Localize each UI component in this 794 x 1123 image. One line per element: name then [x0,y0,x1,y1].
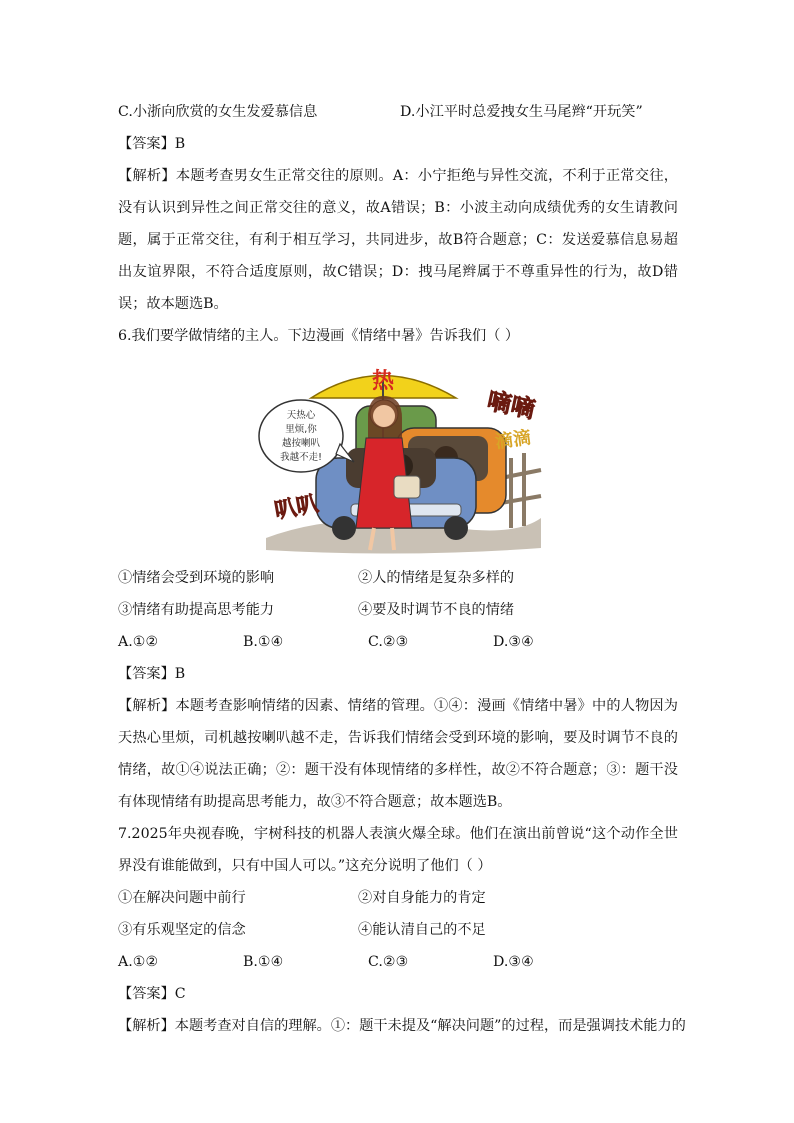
q5-answer: 【答案】B [118,136,186,152]
q6-statements-row-2 [118,594,678,626]
q6-statement-1: ①情绪会受到环境的影响 [118,570,275,586]
bubble-line-2: 里烦,你 [285,424,317,435]
q6-statement-3: ③情绪有助提高思考能力 [118,602,275,618]
q6-options [118,626,678,658]
q7-statement-2: ②对自身能力的肯定 [358,890,486,906]
sound-effect-2: 滴滴 [493,427,533,453]
sound-effect-1: 嘀嘀 [484,386,538,424]
bubble-line-4: 我越不走! [280,452,322,463]
q6-statement-2: ②人的情绪是复杂多样的 [358,570,515,586]
document-page [118,96,686,1042]
q6-option-b: B.①④ [243,634,284,650]
q5-options-cd [118,96,678,128]
q6-answer: 【答案】B [118,666,186,682]
q7-options [118,946,678,978]
q7-statement-3: ③有乐观坚定的信念 [118,922,246,938]
q7-answer: 【答案】C [118,986,186,1002]
umbrella-text: 热 [371,369,395,394]
q6-option-d: D.③④ [493,634,534,650]
q5-analysis: 【解析】本题考查男女生正常交往的原则。A：小宁拒绝与异性交流，不利于正常交往，没有认识到异性之间正常交往的意义，故A错误；B：小波主动向成绩优秀的女生请教问题，属于正常交往，有利于相互学习，共同进步，故B符合题意；C：发送爱慕信息易超出友谊界限，不符合适度原则，故C错误；D：拽马尾辫属于不尊重异性的行为，故D错误；故本题选B。 [118,168,678,312]
bubble-line-1: 天热心 [286,410,316,421]
cartoon-illustration [256,358,546,558]
q5-option-c: C.小浙向欣赏的女生发爱慕信息 [118,104,318,120]
q5-option-d: D.小江平时总爱拽女生马尾辫“开玩笑” [400,104,643,120]
q6-option-a: A.①② [118,634,159,650]
q7-option-c: C.②③ [368,954,409,970]
cartoon-figure [256,358,546,558]
q7-option-a: A.①② [118,954,159,970]
sound-effect-3: 叭叭 [272,491,321,524]
q6-statements-row-1 [118,562,678,594]
q7-statements-row-1 [118,882,678,914]
q6-statement-4: ④要及时调节不良的情绪 [358,602,515,618]
q7-statement-4: ④能认清自己的不足 [358,922,486,938]
q6-option-c: C.②③ [368,634,409,650]
q6-analysis: 【解析】本题考查影响情绪的因素、情绪的管理。①④：漫画《情绪中暑》中的人物因为天热心里烦，司机越按喇叭越不走，告诉我们情绪会受到环境的影响，要及时调节不良的情绪，故①④说法正确；②：题干没有体现情绪的多样性，故②不符合题意；③：题干没有体现情绪有助提高思考能力，故③不符合题意；故本题选B。 [118,698,678,810]
q7-option-b: B.①④ [243,954,284,970]
bubble-line-3: 越按喇叭 [281,438,321,449]
q7-analysis: 【解析】本题考查对自信的理解。①：题干未提及“解决问题”的过程，而是强调技术能力的 [118,1018,686,1034]
q7-statements-row-2 [118,914,678,946]
q6-stem: 6.我们要学做情绪的主人。下边漫画《情绪中暑》告诉我们（ ） [118,328,520,344]
q7-option-d: D.③④ [493,954,534,970]
q7-statement-1: ①在解决问题中前行 [118,890,246,906]
q7-stem: 7.2025年央视春晚，宇树科技的机器人表演火爆全球。他们在演出前曾说“这个动作全世界没有谁能做到，只有中国人可以。”这充分说明了他们（ ） [118,826,678,874]
